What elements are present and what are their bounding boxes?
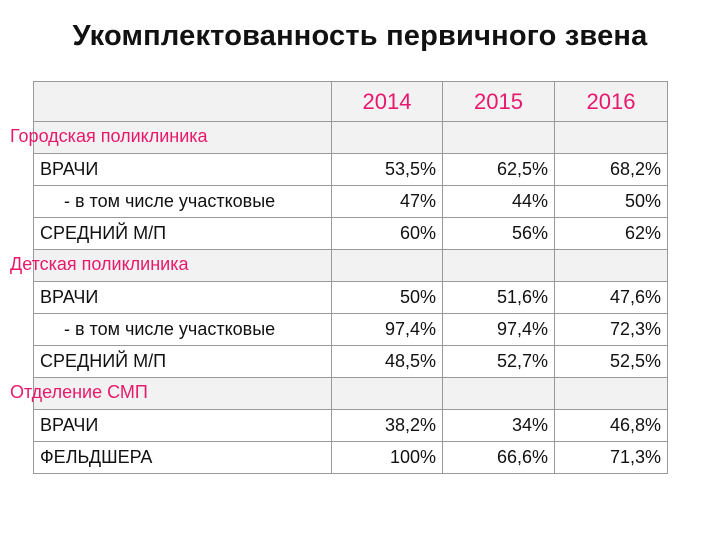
section-label-cell	[10, 250, 332, 282]
row-label: - в том числе участковые	[34, 186, 332, 218]
section-label-cell	[10, 122, 332, 154]
table-row	[34, 218, 668, 250]
value-cell: 47%	[332, 186, 443, 218]
section-empty-cell	[555, 378, 668, 410]
section-empty-cell	[443, 378, 555, 410]
page-title: Укомплектованность первичного звена	[72, 20, 648, 52]
value-cell: 47,6%	[555, 282, 668, 314]
section-title: Отделение СМП	[10, 382, 148, 402]
section-empty-cell	[555, 250, 668, 282]
value-cell: 46,8%	[555, 410, 668, 442]
year-header: 2016	[555, 82, 668, 122]
year-header: 2015	[443, 82, 555, 122]
value-cell: 56%	[443, 218, 555, 250]
section-empty-cell	[332, 122, 443, 154]
header-row	[34, 82, 668, 122]
year-header: 2014	[332, 82, 443, 122]
section-title: Детская поликлиника	[10, 254, 189, 274]
value-cell: 100%	[332, 442, 443, 474]
section-row	[34, 250, 668, 282]
row-label: СРЕДНИЙ М/П	[34, 346, 332, 378]
table-row	[34, 442, 668, 474]
section-title: Городская поликлиника	[10, 126, 208, 146]
value-cell: 48,5%	[332, 346, 443, 378]
value-cell: 66,6%	[443, 442, 555, 474]
section-empty-cell	[332, 378, 443, 410]
value-cell: 60%	[332, 218, 443, 250]
value-cell: 62%	[555, 218, 668, 250]
table-row	[34, 186, 668, 218]
row-label: ФЕЛЬДШЕРА	[34, 442, 332, 474]
value-cell: 50%	[332, 282, 443, 314]
value-cell: 51,6%	[443, 282, 555, 314]
value-cell: 38,2%	[332, 410, 443, 442]
section-row	[34, 122, 668, 154]
value-cell: 34%	[443, 410, 555, 442]
section-empty-cell	[332, 250, 443, 282]
section-empty-cell	[443, 250, 555, 282]
section-empty-cell	[443, 122, 555, 154]
value-cell: 52,7%	[443, 346, 555, 378]
value-cell: 71,3%	[555, 442, 668, 474]
row-label: ВРАЧИ	[34, 282, 332, 314]
row-label: - в том числе участковые	[34, 314, 332, 346]
table-row	[34, 410, 668, 442]
row-label: ВРАЧИ	[34, 410, 332, 442]
table-row	[34, 346, 668, 378]
value-cell: 68,2%	[555, 154, 668, 186]
table-row	[34, 154, 668, 186]
section-row	[34, 378, 668, 410]
section-empty-cell	[555, 122, 668, 154]
section-label-cell	[10, 378, 332, 410]
value-cell: 53,5%	[332, 154, 443, 186]
table-row	[34, 314, 668, 346]
row-label: ВРАЧИ	[34, 154, 332, 186]
value-cell: 52,5%	[555, 346, 668, 378]
value-cell: 62,5%	[443, 154, 555, 186]
value-cell: 44%	[443, 186, 555, 218]
row-label: СРЕДНИЙ М/П	[34, 218, 332, 250]
table-row	[34, 282, 668, 314]
value-cell: 97,4%	[443, 314, 555, 346]
value-cell: 50%	[555, 186, 668, 218]
staffing-table	[10, 81, 668, 474]
value-cell: 72,3%	[555, 314, 668, 346]
value-cell: 97,4%	[332, 314, 443, 346]
header-empty-cell	[34, 82, 332, 122]
